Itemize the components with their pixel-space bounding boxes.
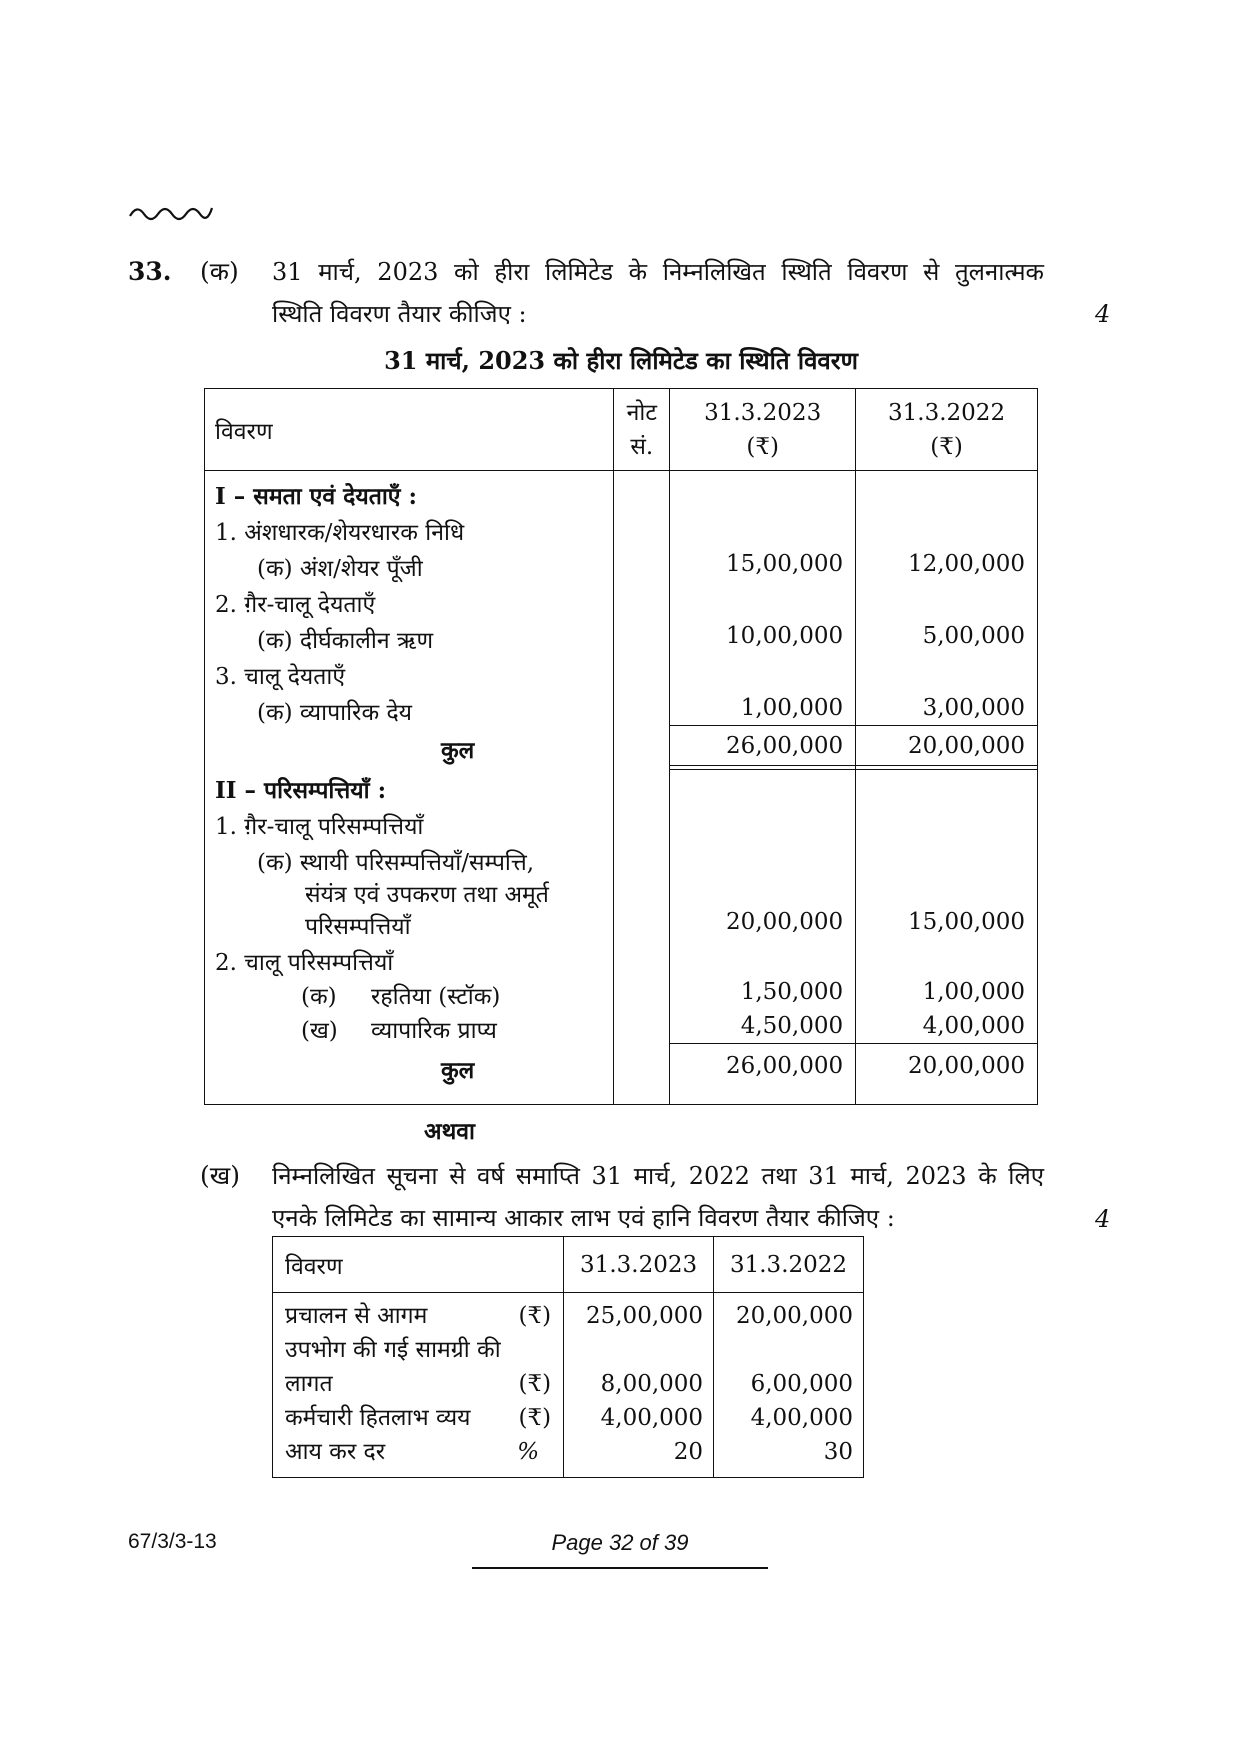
header-2022-line1: 31.3.2022 xyxy=(888,399,1006,426)
part-a-marks: 4 xyxy=(1095,300,1111,328)
s2-item1a-2022: 15,00,000 xyxy=(907,909,1025,935)
section1-item3a: (क) व्यापारिक देय xyxy=(257,700,412,726)
section2-item2: 2. चालू परिसम्पत्तियाँ xyxy=(215,950,394,976)
s2-item2a-2023: 1,50,000 xyxy=(740,979,844,1005)
header-col-2023 xyxy=(670,389,856,471)
balance-sheet-title: 31 मार्च, 2023 को हीरा लिमिटेड का स्थिति विवरण xyxy=(384,346,858,375)
s1-item2a-2023: 10,00,000 xyxy=(726,623,844,649)
s2-total-top-rule-2022 xyxy=(856,1043,1037,1044)
pl-materials-label-line1: उपभोग की गई सामग्री की xyxy=(285,1337,501,1363)
pl-row-tax xyxy=(285,1435,551,1469)
section1-item2a: (क) दीर्घकालीन ऋण xyxy=(257,628,434,654)
pl-2023-cell xyxy=(564,1293,714,1478)
pl-employee-label: कर्मचारी हितलाभ व्यय xyxy=(285,1405,471,1431)
pl-header-2022: 31.3.2022 xyxy=(714,1237,864,1293)
section2-item1a-line2: संयंत्र एवं उपकरण तथा अमूर्त xyxy=(305,882,549,908)
s1-item3a-2023: 1,00,000 xyxy=(740,695,844,721)
s2-item2b-2023: 4,50,000 xyxy=(740,1013,844,1039)
pl-header-row xyxy=(273,1237,864,1293)
pl-tax-label: आय कर दर xyxy=(285,1439,386,1465)
header-2022-line2: (₹) xyxy=(930,433,963,460)
header-2023-line2: (₹) xyxy=(746,433,779,460)
part-b-text-line2: एनके लिमिटेड का सामान्य आकार लाभ एवं हानि विवरण तैयार कीजिए : xyxy=(272,1204,895,1232)
part-a-text-line1: 31 मार्च, 2023 को हीरा लिमिटेड के निम्नलिखित स्थिति विवरण से तुलनात्मक xyxy=(272,258,1044,286)
pl-materials-unit: (₹) xyxy=(518,1371,552,1397)
section1-item1a: (क) अंश/शेयर पूँजी xyxy=(257,556,423,582)
section2-item1a-line3: परिसम्पत्तियाँ xyxy=(305,914,411,940)
pl-row-employee xyxy=(285,1401,551,1435)
paper-code: 67/3/3-13 xyxy=(128,1530,217,1553)
section1-total-label: कुल xyxy=(441,737,475,764)
or-label: अथवा xyxy=(424,1118,476,1145)
part-a-text-line2: स्थिति विवरण तैयार कीजिए : xyxy=(272,300,527,328)
section2-item2a: रहतिया (स्टॉक) xyxy=(371,984,501,1010)
header-note-line1: नोट xyxy=(626,399,657,426)
particulars-column xyxy=(205,471,614,1105)
s2-item2a-2022: 1,00,000 xyxy=(922,979,1025,1005)
pl-spacer-2022 xyxy=(724,1333,853,1367)
s2-total-2022: 20,00,000 xyxy=(907,1053,1025,1079)
pl-employee-unit: (₹) xyxy=(518,1405,552,1431)
section2-total-label: कुल xyxy=(441,1057,475,1084)
s1-total-double-rule-2023 xyxy=(670,765,855,770)
pl-spacer-2023 xyxy=(574,1333,703,1367)
footer-rule xyxy=(472,1567,768,1569)
pl-labels-cell xyxy=(273,1293,564,1478)
header-particulars: विवरण xyxy=(205,389,614,471)
pl-row-revenue xyxy=(285,1299,551,1333)
pl-revenue-unit: (₹) xyxy=(518,1303,552,1329)
pl-revenue-2022: 20,00,000 xyxy=(735,1303,853,1329)
section2-item2a-label: (क) xyxy=(301,984,337,1010)
section2-item1: 1. ग़ैर-चालू परिसम्पत्तियाँ xyxy=(215,814,424,840)
pl-tax-2023: 20 xyxy=(673,1439,704,1465)
header-col-2022 xyxy=(856,389,1038,471)
pl-table-wrapper xyxy=(272,1236,864,1478)
part-b-marks: 4 xyxy=(1095,1205,1111,1233)
s2-item2b-2022: 4,00,000 xyxy=(922,1013,1025,1039)
s2-item1a-2023: 20,00,000 xyxy=(726,909,844,935)
s1-total-2023: 26,00,000 xyxy=(726,733,844,759)
section2-item2b-label: (ख) xyxy=(301,1018,338,1044)
col-2023 xyxy=(670,471,856,1105)
part-b-label: (ख) xyxy=(200,1161,240,1190)
pl-row-materials xyxy=(285,1367,551,1401)
wavy-line-decoration xyxy=(128,200,214,224)
header-2023-line1: 31.3.2023 xyxy=(704,399,822,426)
pl-tax-unit: % xyxy=(517,1439,540,1465)
pl-header-2023: 31.3.2023 xyxy=(564,1237,714,1293)
balance-sheet-table xyxy=(204,388,1038,1105)
s1-total-top-rule-2022 xyxy=(856,725,1037,726)
note-column xyxy=(614,471,670,1105)
header-note xyxy=(614,389,670,471)
section1-item2: 2. ग़ैर-चालू देयताएँ xyxy=(215,592,376,618)
pl-materials-label: लागत xyxy=(285,1371,333,1397)
col-2022 xyxy=(856,471,1038,1105)
s1-item1a-2023: 15,00,000 xyxy=(726,551,844,577)
part-a-label: (क) xyxy=(200,257,239,286)
part-b-text-line1: निम्नलिखित सूचना से वर्ष समाप्ति 31 मार्च, 2022 तथा 31 मार्च, 2023 के लिए xyxy=(272,1162,1044,1190)
s2-total-2023: 26,00,000 xyxy=(726,1053,844,1079)
question-number: 33. xyxy=(128,257,172,286)
pl-table xyxy=(272,1236,864,1478)
s2-total-top-rule-2023 xyxy=(670,1043,855,1044)
pl-materials-2022: 6,00,000 xyxy=(750,1371,853,1397)
s1-item1a-2022: 12,00,000 xyxy=(907,551,1025,577)
header-note-line2: सं. xyxy=(630,433,654,460)
balance-sheet-header-row xyxy=(205,389,1038,471)
section1-item1: 1. अंशधारक/शेयरधारक निधि xyxy=(215,520,465,546)
pl-2022-cell xyxy=(714,1293,864,1478)
section1-heading: I – समता एवं देयताएँ : xyxy=(215,483,418,510)
s1-total-double-rule-2022 xyxy=(856,765,1037,770)
section2-item2b: व्यापारिक प्राप्य xyxy=(371,1018,497,1044)
section2-heading: II – परिसम्पत्तियाँ : xyxy=(215,777,387,804)
s1-total-top-rule-2023 xyxy=(670,725,855,726)
pl-materials-2023: 8,00,000 xyxy=(600,1371,704,1397)
pl-tax-2022: 30 xyxy=(823,1439,853,1465)
section2-item1a-line1: (क) स्थायी परिसम्पत्तियाँ/सम्पत्ति, xyxy=(257,850,535,876)
pl-body-row xyxy=(273,1293,864,1478)
s1-total-2022: 20,00,000 xyxy=(907,733,1025,759)
s1-item2a-2022: 5,00,000 xyxy=(922,623,1025,649)
page-number: Page 32 of 39 xyxy=(551,1530,689,1555)
s1-item3a-2022: 3,00,000 xyxy=(922,695,1025,721)
pl-employee-2022: 4,00,000 xyxy=(750,1405,853,1431)
pl-revenue-2023: 25,00,000 xyxy=(585,1303,704,1329)
pl-employee-2023: 4,00,000 xyxy=(600,1405,704,1431)
section1-item3: 3. चालू देयताएँ xyxy=(215,664,346,690)
pl-header-particulars: विवरण xyxy=(273,1237,564,1293)
pl-revenue-label: प्रचालन से आगम xyxy=(285,1303,428,1329)
balance-sheet-body-row xyxy=(205,471,1038,1105)
